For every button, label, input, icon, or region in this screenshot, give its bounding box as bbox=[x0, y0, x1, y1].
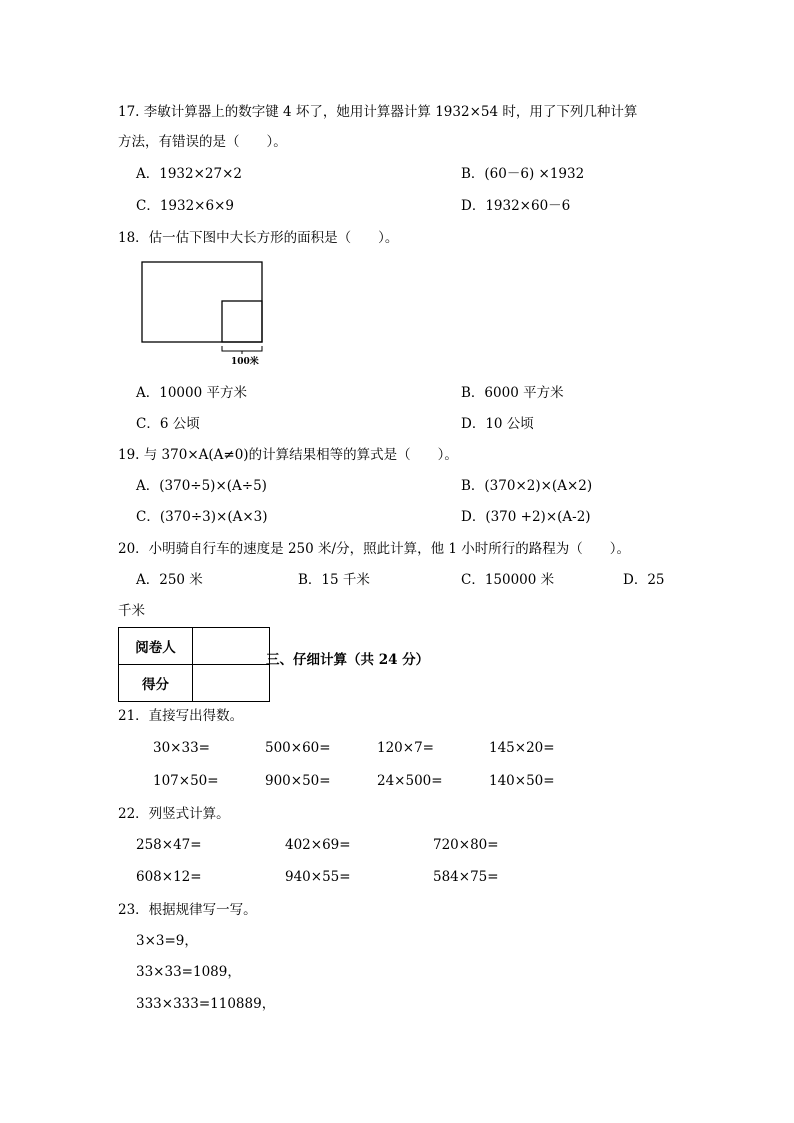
q21-item: 24×500= bbox=[377, 773, 443, 789]
score-cell bbox=[193, 665, 270, 702]
reviewer-label: 阅卷人 bbox=[119, 628, 193, 665]
q17-text-cont: 方法，有错误的是（ ）。 bbox=[118, 134, 287, 150]
q22-item: 584×75= bbox=[433, 869, 499, 885]
q20-text: 20．小明骑自行车的速度是 250 米/分，照此计算，他 1 小时所行的路程为（ ）。 bbox=[118, 541, 630, 557]
score-table bbox=[118, 627, 270, 702]
rectangle-figure bbox=[138, 258, 268, 370]
q18-text: 18．估一估下图中大长方形的面积是（ ）。 bbox=[118, 230, 399, 246]
q21-item: 900×50= bbox=[265, 773, 331, 789]
q20-option-b: B．15 千米 bbox=[298, 572, 370, 588]
q17-option-b: B．(60－6) ×1932 bbox=[461, 166, 585, 182]
dimension-bracket bbox=[222, 346, 262, 354]
q22-item: 608×12= bbox=[136, 869, 202, 885]
q18-option-b: B．6000 平方米 bbox=[461, 385, 564, 401]
figure-label: 100米 bbox=[231, 357, 259, 367]
q20-option-a: A．250 米 bbox=[136, 572, 203, 588]
large-rectangle bbox=[142, 262, 262, 342]
reviewer-cell bbox=[193, 628, 270, 665]
q17-option-d: D．1932×60－6 bbox=[461, 198, 571, 214]
q22-text: 22．列竖式计算。 bbox=[118, 806, 230, 822]
q23-text: 23．根据规律写一写。 bbox=[118, 902, 257, 918]
q22-item: 258×47= bbox=[136, 837, 202, 853]
q21-item: 140×50= bbox=[489, 773, 555, 789]
q19-option-d: D．(370 +2)×(A-2) bbox=[461, 509, 591, 525]
q22-item: 720×80= bbox=[433, 837, 499, 853]
q18-option-d: D．10 公顷 bbox=[461, 416, 534, 432]
q19-text: 19. 与 370×A(A≠0)的计算结果相等的算式是（ ）。 bbox=[118, 447, 458, 463]
section-heading: 三、仔细计算（共 24 分） bbox=[266, 652, 430, 668]
q21-item: 500×60= bbox=[265, 740, 331, 756]
q22-item: 402×69= bbox=[285, 837, 351, 853]
q19-option-a: A．(370÷5)×(A÷5) bbox=[136, 478, 267, 494]
q18-option-c: C．6 公顷 bbox=[136, 416, 200, 432]
q17-option-c: C．1932×6×9 bbox=[136, 198, 234, 214]
q21-item: 107×50= bbox=[153, 773, 219, 789]
q17-option-a: A．1932×27×2 bbox=[136, 166, 242, 182]
score-label: 得分 bbox=[119, 665, 193, 702]
q23-line: 3×3=9， bbox=[136, 933, 198, 949]
q20-option-c: C．150000 米 bbox=[461, 572, 555, 588]
q21-item: 120×7= bbox=[377, 740, 434, 756]
q18-option-a: A．10000 平方米 bbox=[136, 385, 247, 401]
q22-item: 940×55= bbox=[285, 869, 351, 885]
q23-line: 33×33=1089， bbox=[136, 964, 241, 980]
small-square bbox=[222, 301, 262, 342]
q23-line: 333×333=110889， bbox=[136, 996, 276, 1012]
q19-option-c: C．(370÷3)×(A×3) bbox=[136, 509, 268, 525]
q19-option-b: B．(370×2)×(A×2) bbox=[461, 478, 593, 494]
q21-item: 30×33= bbox=[153, 740, 210, 756]
q20-option-d-unit: 千米 bbox=[118, 603, 145, 619]
q17-text: 17. 李敏计算器上的数字键 4 坏了，她用计算器计算 1932×54 时，用了下列几种计算 bbox=[118, 104, 638, 120]
q20-option-d: D．25 bbox=[623, 572, 665, 588]
q21-text: 21．直接写出得数。 bbox=[118, 708, 244, 724]
q21-item: 145×20= bbox=[489, 740, 555, 756]
